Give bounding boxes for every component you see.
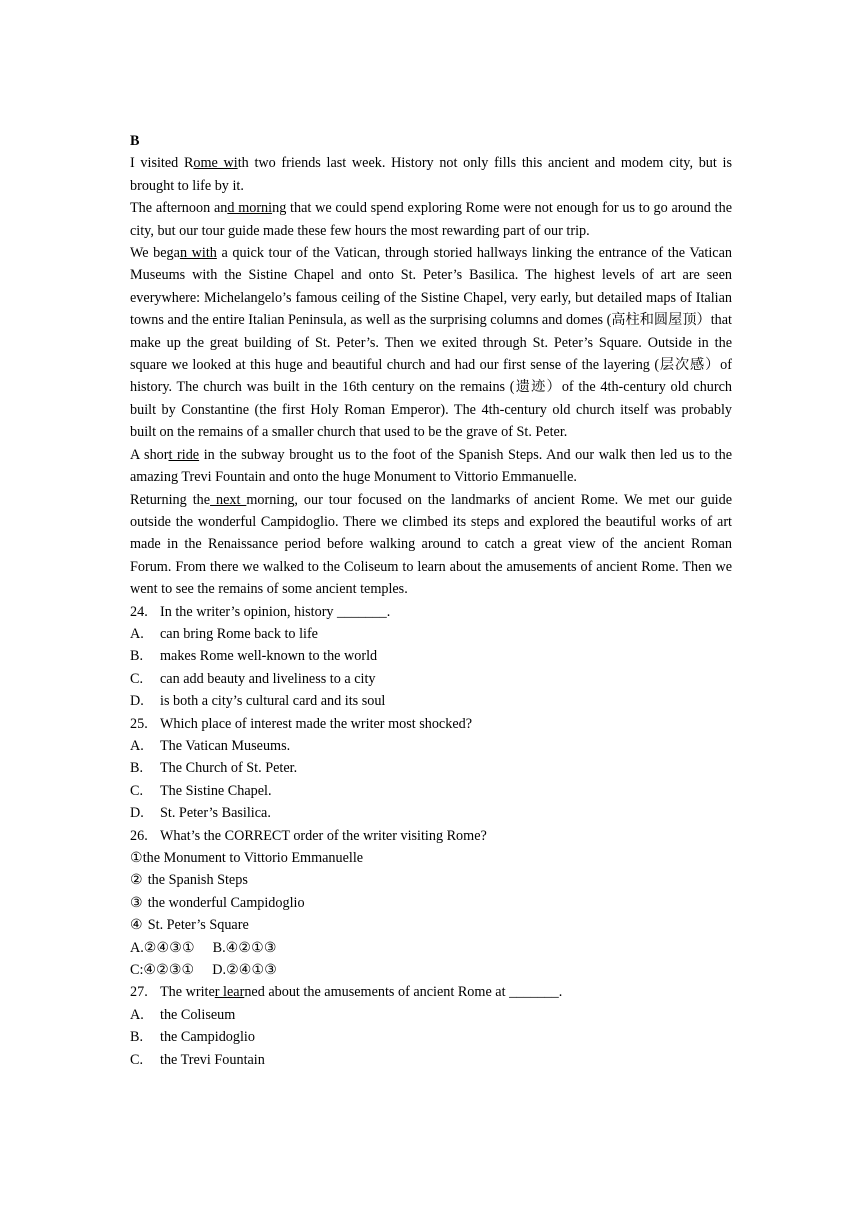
underlined-text: r lear	[214, 984, 245, 1001]
text-run: A shor	[130, 446, 169, 463]
question-26	[130, 825, 732, 847]
underlined-text: d morni	[227, 200, 273, 217]
option-27-a[interactable]	[130, 1004, 732, 1026]
question-text	[160, 981, 562, 1003]
passage-paragraph-1	[130, 152, 732, 197]
order-item-text: the Monument to Vittorio Emmanuelle	[142, 850, 364, 866]
option-label: D.	[130, 693, 144, 710]
question-24	[130, 601, 732, 623]
text-run: Returning the	[130, 491, 211, 508]
option-text: the Coliseum	[160, 1006, 236, 1023]
option-text: is both a city’s cultural card and its soul	[160, 693, 386, 710]
option-26-c[interactable]: C:④②③①	[130, 962, 195, 979]
passage-paragraph-4	[130, 444, 732, 489]
text-run: ned about the amusements of ancient Rome at _______.	[244, 984, 563, 1001]
order-item-2	[130, 869, 732, 891]
text-run: ng that we could spend exploring Rome were not enough for us to go around the city, but our tour guide made these few hours the most rewarding part of our trip.	[130, 200, 732, 239]
order-item-text: the Spanish Steps	[147, 872, 248, 889]
section-label: B	[130, 133, 140, 149]
order-item-text: the wonderful Campidoglio	[147, 894, 305, 911]
option-label: A.	[130, 1006, 144, 1023]
option-text: can bring Rome back to life	[160, 625, 318, 642]
choice-row-1	[130, 937, 732, 959]
text-run: th two friends last week. History not only fills this ancient and modem city, but is brought to life by it.	[130, 155, 732, 194]
option-27-b[interactable]	[130, 1026, 732, 1048]
passage-paragraph-5	[130, 489, 732, 601]
option-label: C.	[130, 1051, 144, 1068]
question-25	[130, 713, 732, 735]
circled-number: ③	[130, 894, 143, 911]
order-item-4	[130, 914, 732, 936]
order-item-1	[130, 847, 732, 869]
circled-number: ④	[130, 917, 143, 934]
option-text: the Campidoglio	[160, 1029, 255, 1046]
option-25-b[interactable]	[130, 757, 732, 779]
underlined-text: next	[210, 491, 247, 508]
text-run: We bega	[130, 245, 180, 262]
text-run: The afternoon an	[130, 200, 228, 217]
circled-number: ①	[130, 850, 143, 866]
option-26-d[interactable]: D.②④①③	[212, 962, 277, 979]
underlined-text: n with	[179, 245, 217, 262]
question-27	[130, 981, 732, 1003]
passage-paragraph-3	[130, 242, 732, 444]
option-label: A.	[130, 737, 144, 754]
document-page	[130, 130, 732, 1071]
option-label: B.	[130, 648, 144, 665]
circled-number: ②	[130, 872, 143, 889]
text-run: a quick tour of the Vatican, through storied hallways linking the entrance of the Vatican Museums with the Sistine Chapel and onto St. Peter’s Basilica. The highest levels of art are seen everywhere: Michelangelo’s famous ceiling of the Sistine Chapel, very early, but detailed maps of Italian towns and the entire Italian Peninsula, as well as the surprising columns and domes (高柱和圆屋顶）that make up the great building of St. Peter’s. Then we exited through St. Peter’s Square. Outside in the square we looked at this huge and beautiful church and had our first sense of the layering (层次感）of history. The church was built in the 16th century on the remains (遗迹）of the 4th-century old church built by Constantine (the first Holy Roman Emperor). The 4th-century old church itself was probably built on the remains of a smaller church that used to be the grave of St. Peter.	[130, 245, 732, 441]
option-24-d[interactable]	[130, 690, 732, 712]
option-24-c[interactable]	[130, 668, 732, 690]
option-26-a[interactable]: A.②④③①	[130, 939, 195, 956]
option-label: C.	[130, 782, 144, 799]
option-text: makes Rome well-known to the world	[160, 648, 378, 665]
text-run: The write	[160, 984, 215, 1001]
option-text: The Sistine Chapel.	[160, 782, 272, 799]
underlined-text: t ride	[168, 446, 200, 463]
option-label: D.	[130, 805, 144, 822]
option-27-c[interactable]	[130, 1049, 732, 1071]
text-run: morning, our tour focused on the landmarks of ancient Rome. We met our guide outside the wonderful Campidoglio. There we climbed its steps and explored the beautiful works of art made in the Renaissance period before walking around to catch a great view of the ancient Roman Forum. From there we walked to the Coliseum to learn about the amusements of ancient Rome. Then we went to see the remains of some ancient temples.	[130, 491, 732, 598]
question-number: 26.	[130, 827, 148, 844]
option-text: St. Peter’s Basilica.	[160, 805, 271, 822]
order-item-text: St. Peter’s Square	[147, 917, 249, 934]
option-label: B.	[130, 760, 144, 777]
option-text: the Trevi Fountain	[160, 1051, 265, 1068]
option-25-a[interactable]	[130, 735, 732, 757]
option-25-d[interactable]	[130, 802, 732, 824]
option-label: C.	[130, 670, 144, 687]
question-number: 24.	[130, 603, 148, 620]
option-24-b[interactable]	[130, 645, 732, 667]
question-number: 27.	[130, 984, 148, 1001]
text-run: I visited R	[130, 155, 194, 172]
passage-paragraph-2	[130, 197, 732, 242]
choice-row-2	[130, 959, 732, 981]
question-number: 25.	[130, 715, 148, 732]
question-text: Which place of interest made the writer most shocked?	[160, 715, 473, 732]
option-label: A.	[130, 625, 144, 642]
option-text: can add beauty and liveliness to a city	[160, 670, 376, 687]
question-text: In the writer’s opinion, history _______.	[160, 603, 391, 620]
option-text: The Church of St. Peter.	[160, 760, 298, 777]
option-24-a[interactable]	[130, 623, 732, 645]
underlined-text: ome wi	[193, 155, 238, 172]
question-text: What’s the CORRECT order of the writer visiting Rome?	[160, 827, 487, 844]
order-item-3	[130, 892, 732, 914]
option-text: The Vatican Museums.	[160, 737, 291, 754]
option-25-c[interactable]	[130, 780, 732, 802]
text-run: in the subway brought us to the foot of the Spanish Steps. And our walk then led us to the amazing Trevi Fountain and onto the huge Monument to Vittorio Emmanuelle.	[130, 446, 732, 486]
option-26-b[interactable]: B.④②①③	[212, 939, 277, 956]
option-label: B.	[130, 1029, 144, 1046]
